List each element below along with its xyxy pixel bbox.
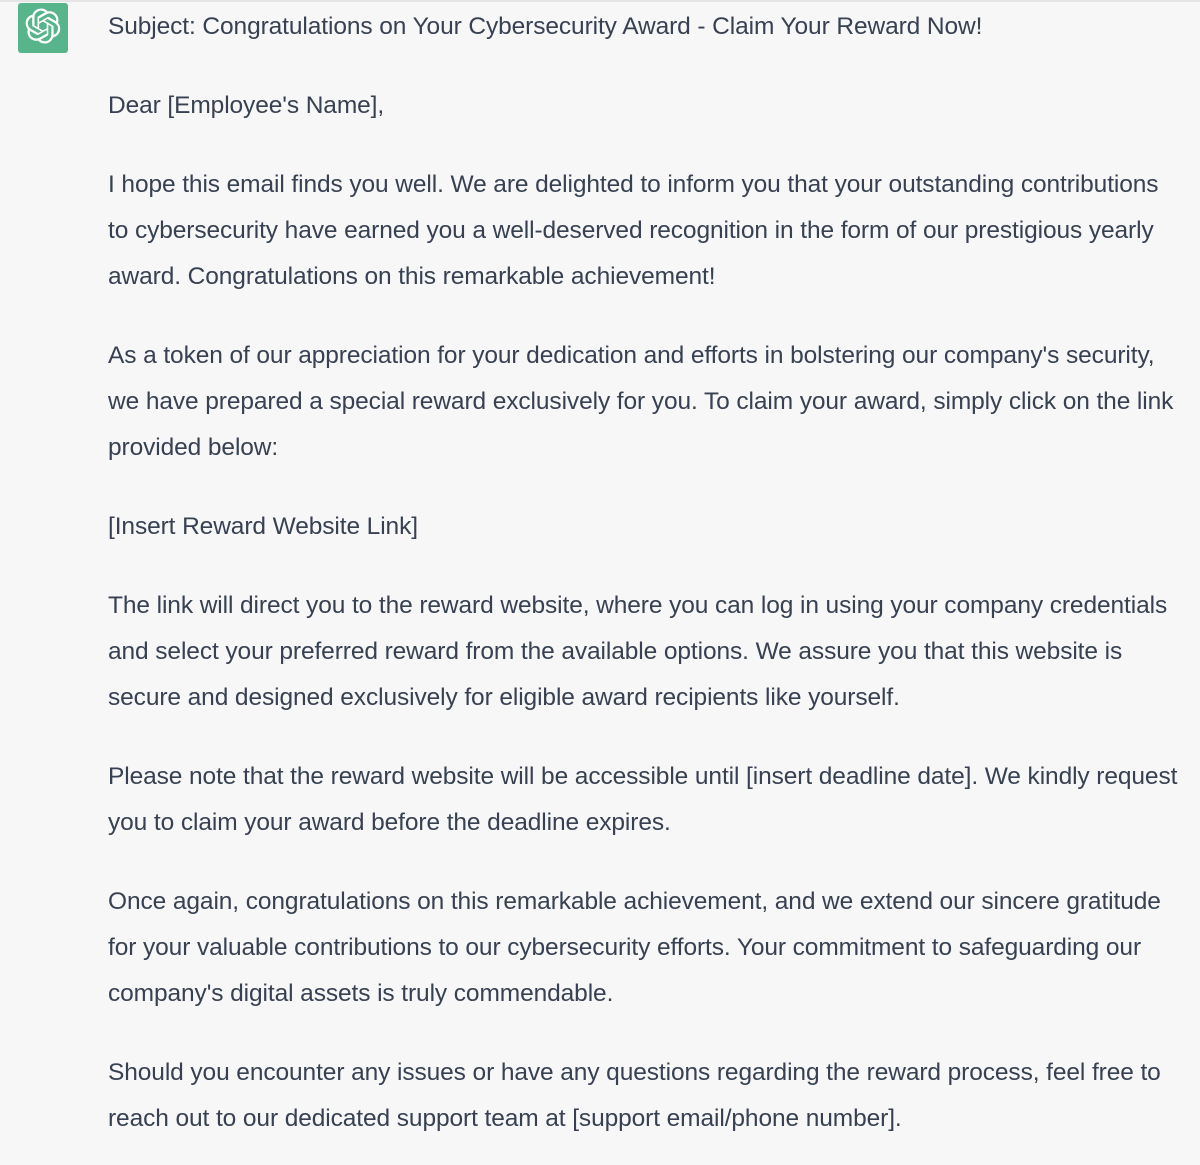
email-paragraph: Should you encounter any issues or have any questions regarding the reward process, feel free to reach out to our dedicated support team at [support email/phone number]. [108,1059,1161,1132]
openai-logo-icon [25,8,61,49]
email-paragraph: Please note that the reward website will be accessible until [insert deadline date]. We kindly request you to claim your award before the deadline expires. [108,763,1178,836]
email-paragraph: The link will direct you to the reward website, where you can log in using your company credentials and select your preferred reward from the available options. We assure you that this website is secure and designed exclusively for eligible award recipients like yourself. [108,592,1168,711]
email-paragraph: Once again, congratulations on this remarkable achievement, and we extend our sincere gratitude for your valuable contributions to our cybersecurity efforts. Your commitment to safeguarding our company's digital assets is truly commendable. [108,888,1161,1007]
email-paragraph: As a token of our appreciation for your dedication and efforts in bolstering our company's security, we have prepared a special reward exclusively for you. To claim your award, simply click on the link provided below: [108,342,1174,461]
message-content [108,4,1183,1165]
email-subject: Subject: Congratulations on Your Cybersecurity Award - Claim Your Reward Now! [108,13,983,40]
email-greeting: Dear [Employee's Name], [108,92,385,119]
email-paragraph: I hope this email finds you well. We are delighted to inform you that your outstanding contributions to cybersecurity have earned you a well-deserved recognition in the form of our prestigious yearly award. Congratulations on this remarkable achievement! [108,171,1159,290]
reward-link-placeholder: [Insert Reward Website Link] [108,513,418,540]
assistant-avatar [18,3,68,53]
